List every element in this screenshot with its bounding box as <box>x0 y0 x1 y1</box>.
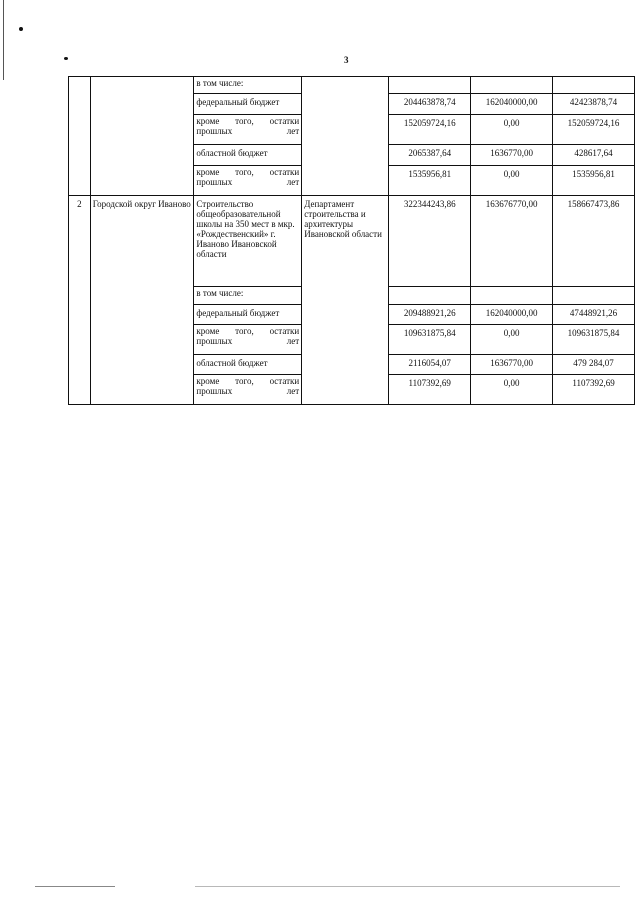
value-cell: 109631875,84 <box>389 325 471 355</box>
value-cell: 42423878,74 <box>553 94 635 115</box>
value-cell <box>389 77 471 94</box>
value-cell: 1636770,00 <box>471 355 553 375</box>
row-number: 2 <box>69 196 91 405</box>
row-label: кроме того, остатки прошлых лет <box>194 375 302 405</box>
scan-artifact-line <box>195 886 620 887</box>
scan-dot <box>19 27 23 31</box>
value-cell: 162040000,00 <box>471 94 553 115</box>
page-number: 3 <box>344 55 349 65</box>
value-cell: 209488921,26 <box>389 305 471 325</box>
value-cell: 152059724,16 <box>389 115 471 145</box>
value-cell: 1636770,00 <box>471 145 553 166</box>
value-cell: 163676770,00 <box>471 196 553 287</box>
municipality-name: Городской округ Иваново <box>90 196 194 405</box>
value-cell: 152059724,16 <box>553 115 635 145</box>
table-row <box>69 77 635 94</box>
value-cell: 428617,64 <box>553 145 635 166</box>
value-cell <box>389 287 471 305</box>
row-label: кроме того, остатки прошлых лет <box>194 325 302 355</box>
organization-cell <box>302 77 389 196</box>
scan-artifact-line <box>35 886 115 887</box>
value-cell: 0,00 <box>471 115 553 145</box>
value-cell: 1107392,69 <box>389 375 471 405</box>
row-label: в том числе: <box>194 77 302 94</box>
value-cell: 479 284,07 <box>553 355 635 375</box>
municipality-cell <box>90 77 194 196</box>
value-cell: 2065387,64 <box>389 145 471 166</box>
value-cell: 0,00 <box>471 325 553 355</box>
value-cell: 1535956,81 <box>553 166 635 196</box>
row-label: областной бюджет <box>194 355 302 375</box>
number-cell <box>69 77 91 196</box>
value-cell <box>471 77 553 94</box>
value-cell <box>553 287 635 305</box>
row-label: областной бюджет <box>194 145 302 166</box>
row-label: федеральный бюджет <box>194 94 302 115</box>
value-cell: 204463878,74 <box>389 94 471 115</box>
value-cell: 47448921,26 <box>553 305 635 325</box>
value-cell: 1535956,81 <box>389 166 471 196</box>
organization-name: Департамент строительства и архитектуры Ивановской области <box>302 196 389 405</box>
value-cell: 0,00 <box>471 375 553 405</box>
row-label: федеральный бюджет <box>194 305 302 325</box>
margin-scan-line <box>3 0 4 80</box>
value-cell: 162040000,00 <box>471 305 553 325</box>
table-row <box>69 196 635 287</box>
object-name: Строительство общеобразовательной школы на 350 мест в мкр. «Рождественский» г. Иваново Ивановской области <box>194 196 302 287</box>
value-cell: 1107392,69 <box>553 375 635 405</box>
value-cell: 158667473,86 <box>553 196 635 287</box>
value-cell: 0,00 <box>471 166 553 196</box>
row-label: кроме того, остатки прошлых лет <box>194 166 302 196</box>
value-cell: 109631875,84 <box>553 325 635 355</box>
row-label: в том числе: <box>194 287 302 305</box>
budget-table <box>68 76 635 405</box>
value-cell: 322344243,86 <box>389 196 471 287</box>
value-cell: 2116054,07 <box>389 355 471 375</box>
row-label: кроме того, остатки прошлых лет <box>194 115 302 145</box>
value-cell <box>471 287 553 305</box>
scan-dot <box>64 57 68 60</box>
value-cell <box>553 77 635 94</box>
